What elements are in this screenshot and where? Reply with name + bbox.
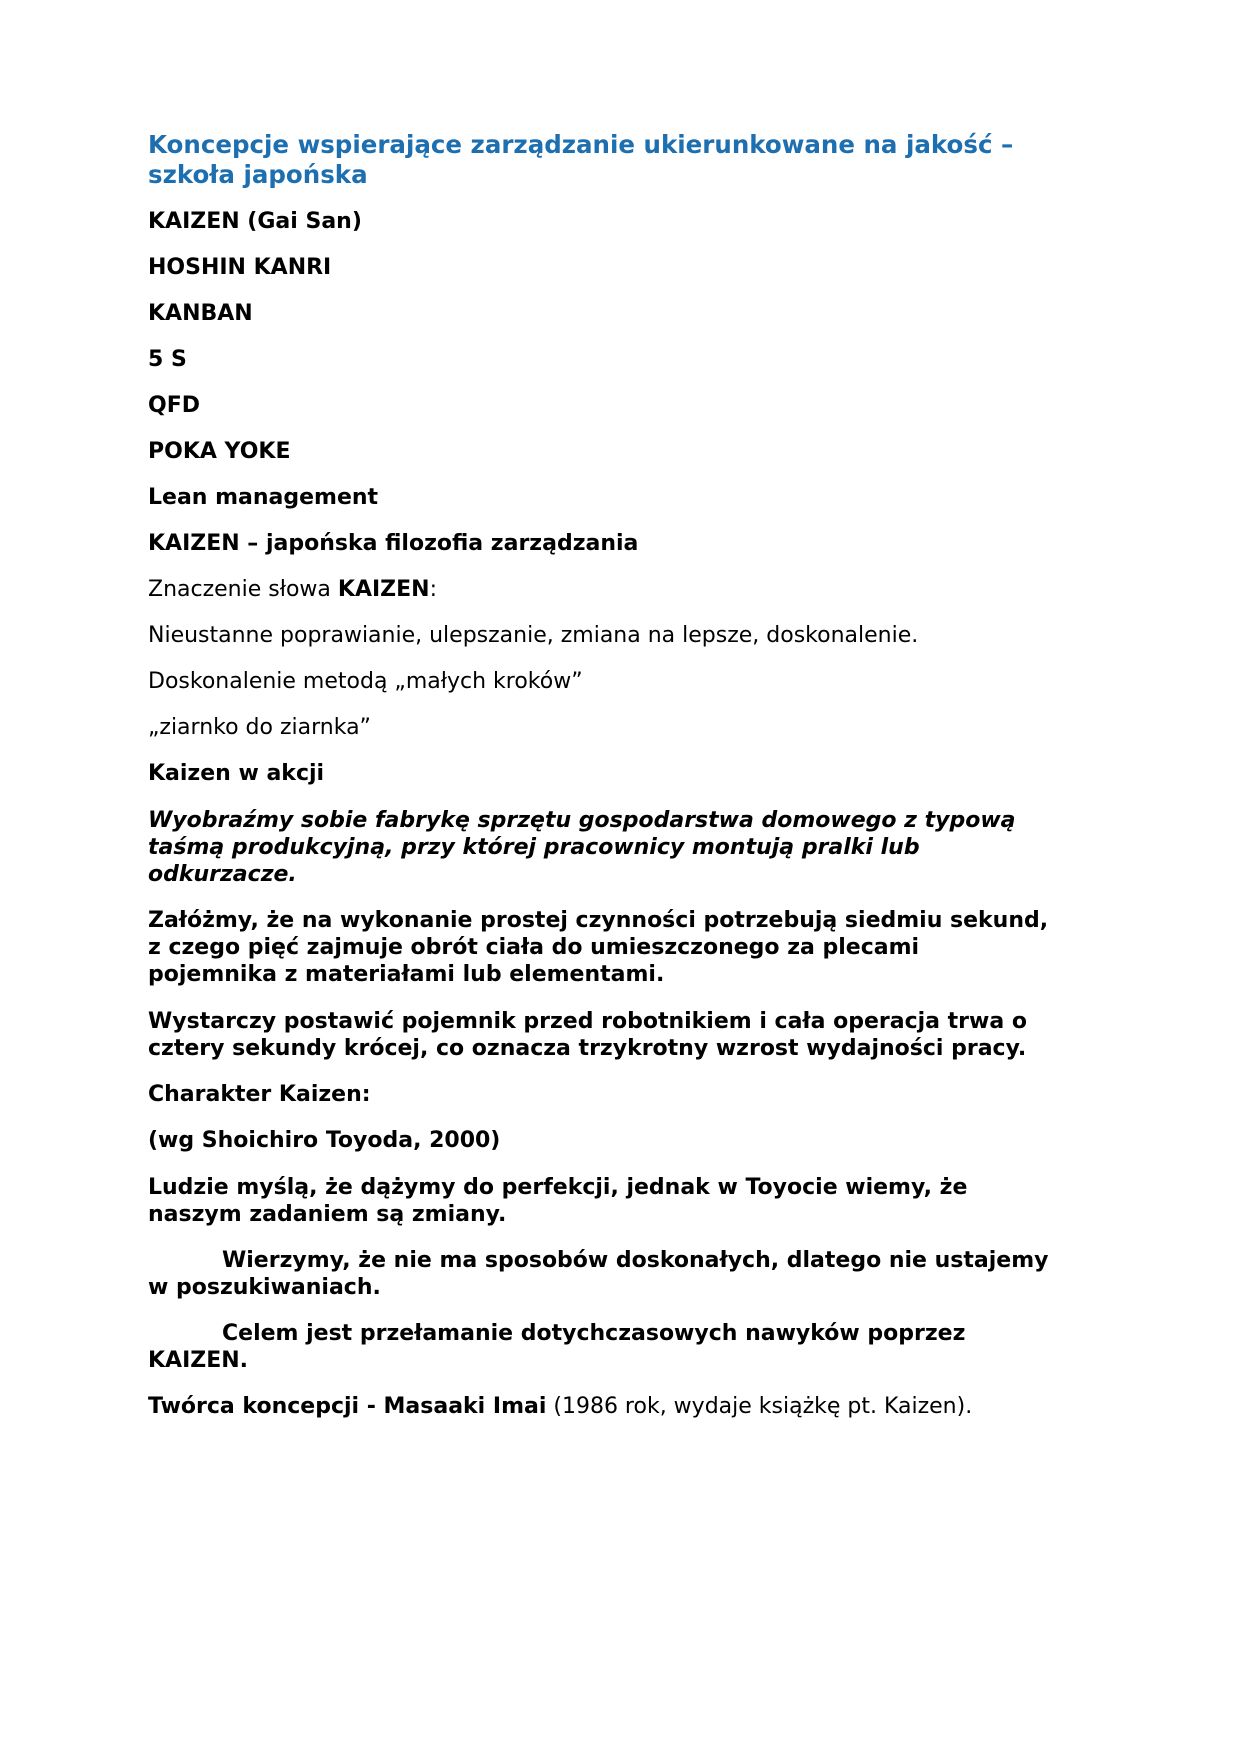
concept-lean-management: Lean management	[148, 485, 379, 510]
grain-line: „ziarnko do ziarnka”	[148, 715, 371, 740]
quote-3-line-2: KAIZEN.	[148, 1348, 249, 1373]
meaning-suffix: :	[429, 577, 437, 602]
meaning-line	[148, 574, 437, 605]
concept-kaizen: KAIZEN (Gai San)	[148, 209, 362, 234]
quote-1-line-1: Ludzie myślą, że dążymy do perfekcji, jednak w Toyocie wiemy, że	[148, 1175, 968, 1200]
character-heading: Charakter Kaizen:	[148, 1082, 371, 1107]
quote-1-line-2: naszym zadaniem są zmiany.	[148, 1202, 507, 1227]
document-title-line-1: Koncepcje wspierające zarządzanie ukierunkowane na jakość –	[148, 130, 1014, 159]
creator-normal: (1986 rok, wydaje książkę pt. Kaizen).	[546, 1394, 973, 1419]
definition-line: Nieustanne poprawianie, ulepszanie, zmiana na lepsze, doskonalenie.	[148, 623, 919, 648]
creator-bold: Twórca koncepcji - Masaaki Imai	[148, 1394, 547, 1419]
concept-poka-yoke: POKA YOKE	[148, 439, 291, 464]
example-result-line-1: Wystarczy postawić pojemnik przed robotnikiem i cała operacja trwa o	[148, 1009, 1027, 1034]
creator-line	[148, 1391, 972, 1422]
kaizen-in-action-heading: Kaizen w akcji	[148, 761, 325, 786]
concept-hoshin-kanri: HOSHIN KANRI	[148, 255, 332, 280]
example-assume-line-1: Załóżmy, że na wykonanie prostej czynności potrzebują siedmiu sekund,	[148, 908, 1049, 933]
example-assume-line-3: pojemnika z materiałami lub elementami.	[148, 962, 665, 987]
example-italic-line-1: Wyobraźmy sobie fabrykę sprzętu gospodarstwa domowego z typową	[148, 808, 1016, 833]
example-result-line-2: cztery sekundy krócej, co oznacza trzykrotny wzrost wydajności pracy.	[148, 1036, 1027, 1061]
small-steps-line: Doskonalenie metodą „małych kroków”	[148, 669, 583, 694]
example-italic-line-2: taśmą produkcyjną, przy której pracownicy montują pralki lub	[148, 835, 920, 860]
document-title-line-2: szkoła japońska	[148, 160, 368, 189]
concept-5s: 5 S	[148, 347, 187, 372]
meaning-word: KAIZEN	[337, 577, 430, 602]
kaizen-heading: KAIZEN – japońska filozofia zarządzania	[148, 531, 639, 556]
example-italic-line-3: odkurzacze.	[148, 862, 297, 887]
quote-3-line-1: Celem jest przełamanie dotychczasowych nawyków poprzez	[222, 1321, 966, 1346]
citation-line: (wg Shoichiro Toyoda, 2000)	[148, 1128, 501, 1153]
concept-kanban: KANBAN	[148, 301, 253, 326]
meaning-prefix: Znaczenie słowa	[148, 577, 338, 602]
quote-2-line-1: Wierzymy, że nie ma sposobów doskonałych, dlatego nie ustajemy	[222, 1248, 1049, 1273]
example-assume-line-2: z czego pięć zajmuje obrót ciała do umieszczonego za plecami	[148, 935, 920, 960]
quote-2-line-2: w poszukiwaniach.	[148, 1275, 381, 1300]
concept-qfd: QFD	[148, 393, 200, 418]
